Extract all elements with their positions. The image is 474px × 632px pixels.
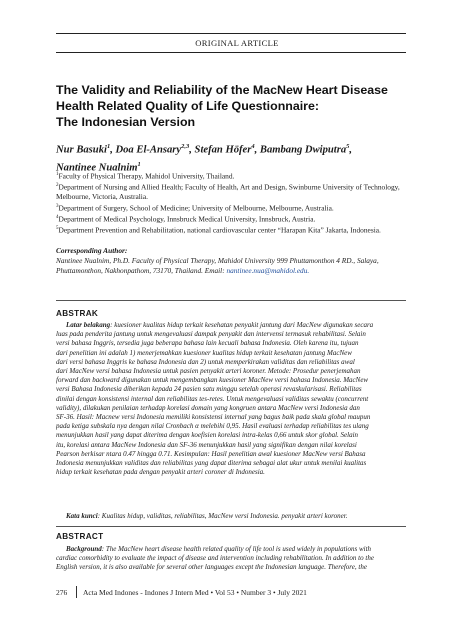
title-line-2: Health Related Quality of Life Questionnaire:: [56, 99, 319, 113]
keywords-label: Kata kunci: [66, 512, 98, 520]
abstrak-line: luas pada penderita jantung untuk mengevaluasi dampak penyakit dan intervensi termasuk rehabilitasi. Selain: [56, 330, 366, 339]
abstrak-line: versi Bahasa Indonesia diberikan kepada 24 pasien satu minggu setelah operasi revaskularisasi. Reliabilitas: [56, 385, 362, 394]
author-name: Stefan Höfer: [194, 144, 252, 156]
corresponding-author-heading: Corresponding Author:: [56, 246, 128, 255]
affiliation-item: [56, 170, 416, 181]
affiliation-number: 5: [56, 225, 59, 231]
abstract-body: [56, 545, 406, 573]
abstract-heading: ABSTRACT: [56, 532, 104, 541]
abstrak-line: menunjukkan hasil yang dapat diterima dengan koefisien korelasi intra-kelas 0,66 untuk skor global. Selain: [56, 431, 359, 440]
affiliation-text: Department of Surgery, School of Medicine; University of Melbourne, Melbourne, Australia.: [58, 203, 334, 213]
footer-divider: [76, 586, 77, 598]
abstrak-line: itu, korelasi antara MacNew Indonesia dan SF-36 menunjukkan hasil yang signifikan dengan nilai korelasi: [56, 440, 357, 449]
abstrak-line: versi bahasa Inggris, tersedia juga beberapa bahasa lain kecuali bahasa Indonesia. Oleh karena itu, tujuan: [56, 339, 359, 348]
page-number: 276: [56, 588, 68, 597]
affiliation-number: 4: [56, 214, 59, 220]
affiliation-item: [56, 224, 416, 235]
author-name: Bambang Dwiputra: [259, 144, 347, 156]
author-affiliation-mark: 5: [346, 143, 350, 150]
abstrak-line: Pearson berkisar ntara 0.47 hingga 0.71. Kesimpulan: Hasil penelitian awal kuesioner MacNew versi Bahasa: [56, 449, 366, 458]
affiliation-item: [56, 213, 416, 224]
article-title: [56, 82, 416, 130]
abstrak-line: SF-36. Hasil: Macnew versi Indonesia memiliki konsistensi internal yang bagus baik pada skala global maupun: [56, 413, 371, 422]
abstrak-line: dari versi bahasa Inggris ke bahasa Indonesia dan 2) untuk memperkirakan validitas dan reliabilitas awal: [56, 357, 355, 366]
affiliation-text: Department of Nursing and Allied Health; Faculty of Health, Art and Design, Swinburne University of Technology, Melbourne, Victoria, Australia.: [56, 182, 400, 202]
affiliation-item: [56, 181, 416, 202]
abstrak-line: dari penelitian ini adalah 1) menerjemahkan kuesioner kualitas hidup terkait kesehatan jantung MacNew: [56, 348, 352, 357]
header-bottom-rule: [56, 52, 406, 53]
author-affiliation-mark: 1: [137, 160, 141, 168]
abstrak-line: [56, 321, 406, 330]
affiliation-number: 2: [56, 183, 59, 189]
abstract-top-rule: [56, 526, 406, 527]
affiliation-text: Department of Medical Psychology, Innsbruck Medical University, Innsbruck, Austria.: [58, 214, 316, 224]
abstrak-top-rule: [56, 300, 406, 301]
abstrak-line: pada ketiga subskala nya dengan nilai Cronbach α melebihi 0,95. Hasil evaluasi terhadap reliabilitas tes ulang: [56, 422, 369, 431]
author-name: Nantinee Nualnim: [56, 162, 138, 174]
abstrak-line: Indonesia menunjukkan validitas dan reliabilitas yang dapat diterima sebagai alat ukur untuk menilai kualitas: [56, 459, 367, 468]
affiliation-item: [56, 202, 416, 213]
abstrak-body: [56, 321, 406, 477]
email-link[interactable]: nantinee.nua@mahidol.edu.: [226, 265, 310, 275]
title-line-3: The Indonesian Version: [56, 115, 196, 129]
keywords: [66, 512, 406, 520]
author-affiliation-mark: 4: [251, 143, 255, 150]
abstrak-lead: Latar belakang: [66, 321, 111, 329]
abstrak-line: dinilai dengan konsistensi internal dan reliabilitas tes-retes. Untuk mengevaluasi validitas sewaktu (concurrent: [56, 394, 369, 403]
author-affiliation-mark: 2,3: [181, 143, 190, 150]
abstrak-line: validity), dilakukan penilaian terhadap korelasi domain yang kongruen antara MacNew versi Indonesia dan: [56, 403, 360, 412]
abstract-line: cardiac comorbidity to evaluate the impact of disease and intervention including rehabilitation. In addition to the: [56, 554, 374, 563]
author-list: Nur Basuki$^1$, Doa El-Ansary$^{2,3}$, Stefan Höfer$^4$, Bambang Dwiputra$^5$, Nantinee Nualnim$^1$: [56, 143, 353, 174]
abstract-lead: Background: [66, 545, 102, 553]
title-line-1: The Validity and Reliability of the MacNew Heart Disease: [56, 83, 388, 97]
journal-citation: Acta Med Indones - Indones J Intern Med • Vol 53 • Number 3 • July 2021: [83, 588, 307, 597]
abstrak-heading: ABSTRAK: [56, 309, 99, 318]
affiliation-list: [56, 170, 416, 235]
corresponding-author-details: [56, 256, 411, 276]
affiliation-text: Faculty of Physical Therapy, Mahidol University, Thailand.: [58, 171, 235, 181]
affiliation-number: 1: [56, 172, 59, 177]
section-label: ORIGINAL ARTICLE: [195, 38, 279, 48]
abstract-line-text: : The MacNew heart disease health related quality of life tool is used widely in populations with: [101, 545, 372, 553]
author-name: Doa El-Ansary: [115, 144, 182, 156]
affiliation-text: Department Prevention and Rehabilitation, national cardiovascular center “Harapan Kita” Jakarta, Indonesia.: [58, 225, 381, 235]
keywords-text: : Kualitas hidup, validitas, reliabilitas, MacNew versi Indonesia. penyakit arteri koroner.: [97, 512, 348, 520]
abstract-line: [56, 545, 406, 554]
affiliation-number: 3: [56, 203, 59, 209]
corresponding-author-address: Nantinee Nualnim, Ph.D. Faculty of Physical Therapy, Mahidol University 999 Phuttamonthon 4 RD., Salaya, Phuttamonthon, Nakhonpathom, 73170, Thailand. Email:: [56, 256, 379, 275]
abstrak-line: dari MacNew versi bahasa Indonesia untuk pasien penyakit arteri koroner. Metode: Prosedur penerjemahan: [56, 367, 361, 376]
author-name: Nur Basuki: [56, 144, 107, 156]
abstract-line: English version, it is also available for several other languages except the Indonesian language. Therefore, the: [56, 563, 367, 572]
abstrak-line: forward dan backward digunakan untuk mengembangkan kuesioner MacNew versi bahasa Indonesia. MacNew: [56, 376, 369, 385]
header-top-rule: [56, 33, 406, 34]
abstrak-line-text: : kuesioner kualitas hidup terkait kesehatan penyakit jantung dari MacNew digunakan secara: [110, 321, 374, 329]
abstrak-line: hidup terkait kesehatan pada dengan penyakit arteri coroner di Indonesia.: [56, 468, 265, 477]
author-affiliation-mark: 1: [106, 143, 111, 150]
